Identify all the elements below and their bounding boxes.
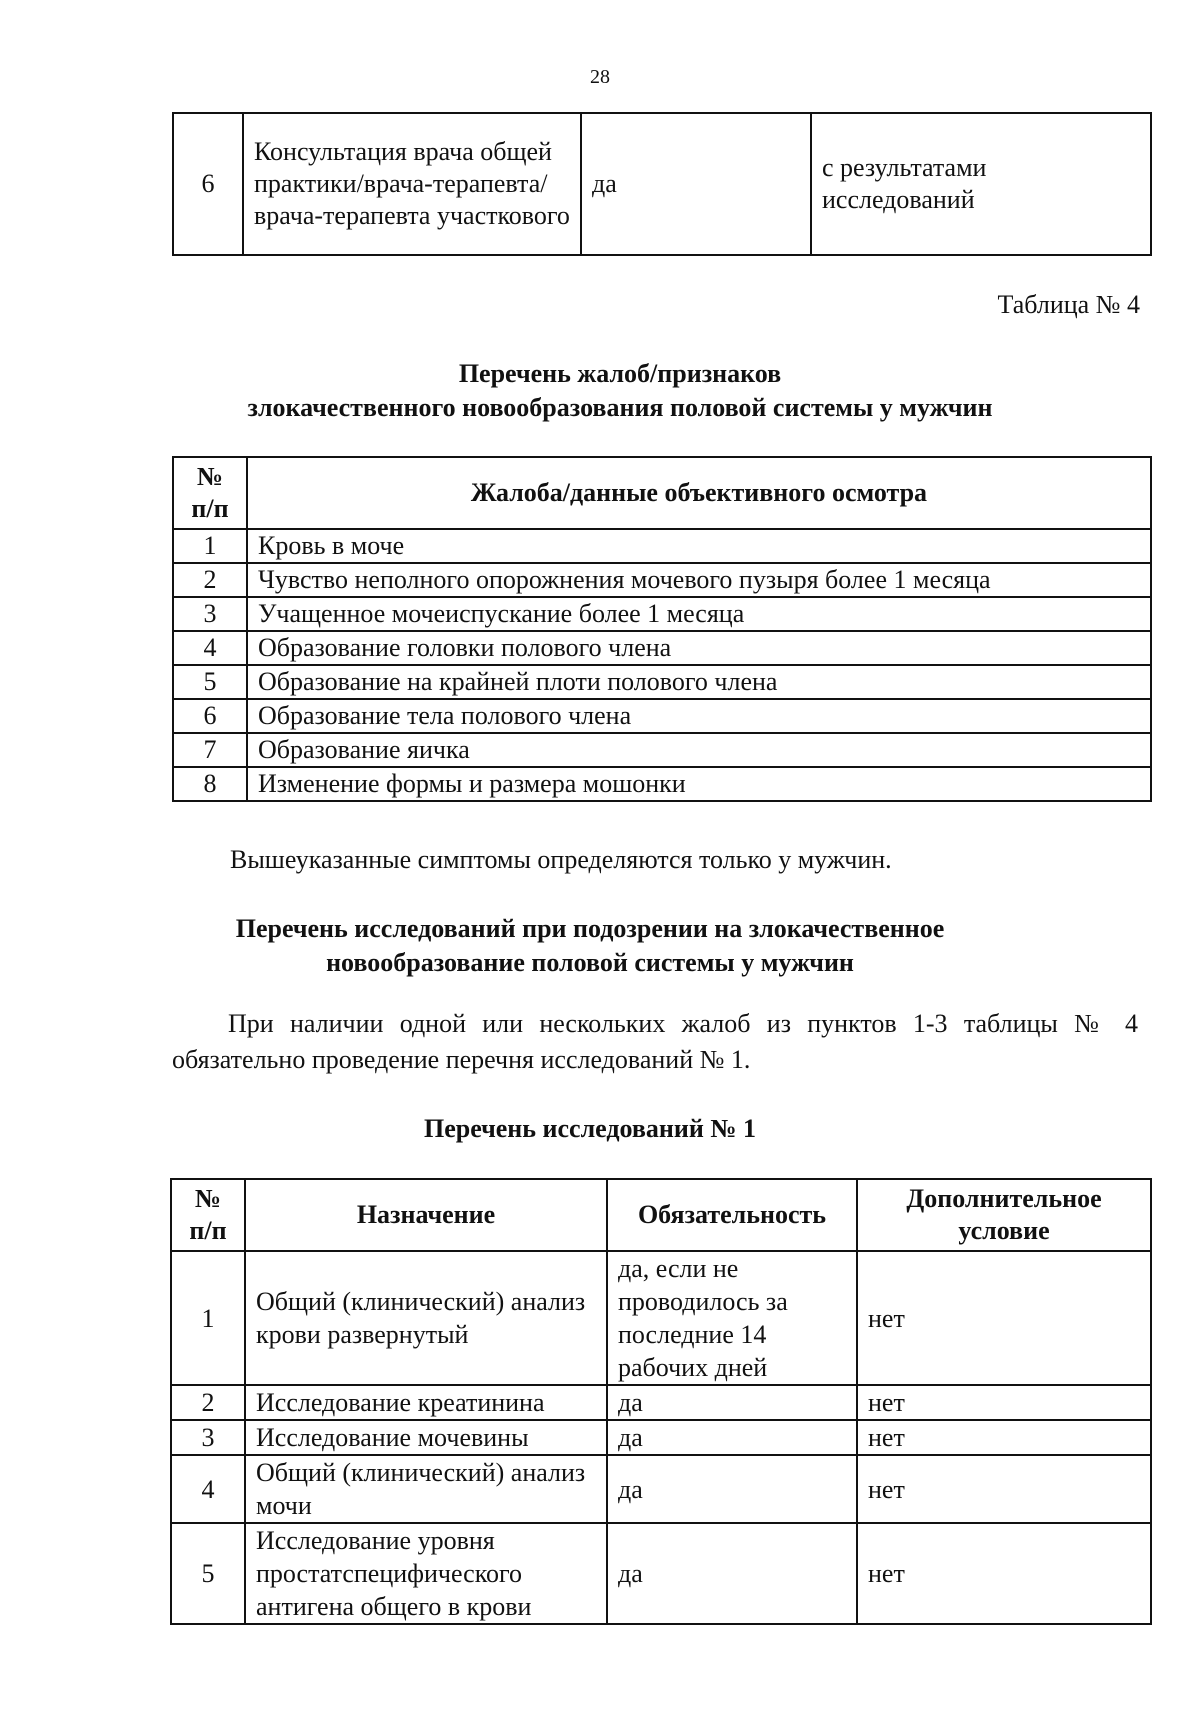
study-name: Исследование мочевины xyxy=(245,1420,607,1455)
row-number: 5 xyxy=(171,1523,245,1624)
heading-line: Перечень исследований при подозрении на злокачественное xyxy=(235,914,945,943)
table-row xyxy=(173,631,1151,665)
row-number: 2 xyxy=(171,1385,245,1420)
table-row xyxy=(173,597,1151,631)
study-name: Исследование уровня простатспецифического антигена общего в крови xyxy=(245,1523,607,1624)
row-number: 5 xyxy=(173,665,247,699)
header-condition: Дополнительное условие xyxy=(857,1179,1151,1251)
list1-heading: Перечень исследований № 1 xyxy=(423,1114,756,1143)
table-row xyxy=(173,699,1151,733)
previous-table-fragment xyxy=(172,112,1152,256)
required-value: да xyxy=(607,1455,857,1523)
row-number: 3 xyxy=(173,597,247,631)
condition-paragraph: При наличии одной или нескольких жалоб из пунктов 1-3 таблицы № 4 обязательно проведение перечня исследований № 1. xyxy=(172,1009,1138,1074)
required-value: да xyxy=(607,1523,857,1624)
complaint-text: Чувство неполного опорожнения мочевого пузыря более 1 месяца xyxy=(247,563,1151,597)
header-row xyxy=(171,1179,1151,1251)
row-number: 4 xyxy=(173,631,247,665)
study-name: Исследование креатинина xyxy=(245,1385,607,1420)
men-only-note: Вышеуказанные симптомы определяются только у мужчин. xyxy=(230,845,892,874)
extra-condition: с результатами исследований xyxy=(811,113,1151,255)
row-number: 1 xyxy=(171,1251,245,1385)
required-value: да xyxy=(607,1420,857,1455)
table-row xyxy=(171,1420,1151,1455)
table-caption: Таблица № 4 xyxy=(997,290,1140,319)
heading-line: новообразование половой системы у мужчин xyxy=(326,948,854,977)
table-row xyxy=(173,767,1151,801)
extra-condition: нет xyxy=(857,1420,1151,1455)
table-row xyxy=(171,1455,1151,1523)
extra-condition: нет xyxy=(857,1455,1151,1523)
complaint-text: Образование тела полового члена xyxy=(247,699,1151,733)
complaint-text: Образование яичка xyxy=(247,733,1151,767)
header-name: Назначение xyxy=(245,1179,607,1251)
study-name: Общий (клинический) анализ мочи xyxy=(245,1455,607,1523)
extra-condition: нет xyxy=(857,1523,1151,1624)
complaint-text: Образование головки полового члена xyxy=(247,631,1151,665)
row-number: 4 xyxy=(171,1455,245,1523)
header-row xyxy=(173,457,1151,529)
row-number: 2 xyxy=(173,563,247,597)
table-row xyxy=(173,113,1151,255)
extra-condition: нет xyxy=(857,1385,1151,1420)
table-row xyxy=(173,733,1151,767)
extra-condition: нет xyxy=(857,1251,1151,1385)
heading-line: Перечень жалоб/признаков xyxy=(458,359,782,388)
header-number: № п/п xyxy=(173,457,247,529)
row-number: 8 xyxy=(173,767,247,801)
header-complaint: Жалоба/данные объективного осмотра xyxy=(247,457,1151,529)
row-number: 1 xyxy=(173,529,247,563)
required-value: да xyxy=(581,113,811,255)
table-row xyxy=(171,1385,1151,1420)
row-number: 7 xyxy=(173,733,247,767)
table-row xyxy=(173,563,1151,597)
complaints-table xyxy=(172,456,1152,802)
studies-list-table xyxy=(170,1178,1152,1625)
header-number: № п/п xyxy=(171,1179,245,1251)
table-row xyxy=(173,529,1151,563)
required-value: да xyxy=(607,1385,857,1420)
complaint-text: Кровь в моче xyxy=(247,529,1151,563)
study-name: Общий (клинический) анализ крови развернутый xyxy=(245,1251,607,1385)
table-row xyxy=(171,1251,1151,1385)
row-number: 6 xyxy=(173,113,243,255)
row-number: 6 xyxy=(173,699,247,733)
study-name: Консультация врача общей практики/врача-терапевта/врача-терапевта участкового xyxy=(243,113,581,255)
row-number: 3 xyxy=(171,1420,245,1455)
page-number: 28 xyxy=(590,66,610,88)
complaints-heading xyxy=(60,357,1180,425)
studies-heading xyxy=(40,912,1140,980)
required-value: да, если не проводилось за последние 14 рабочих дней xyxy=(607,1251,857,1385)
table-row xyxy=(171,1523,1151,1624)
complaint-text: Учащенное мочеиспускание более 1 месяца xyxy=(247,597,1151,631)
heading-line: злокачественного новообразования половой системы у мужчин xyxy=(247,393,993,422)
header-required: Обязательность xyxy=(607,1179,857,1251)
complaint-text: Изменение формы и размера мошонки xyxy=(247,767,1151,801)
complaint-text: Образование на крайней плоти полового члена xyxy=(247,665,1151,699)
table-row xyxy=(173,665,1151,699)
